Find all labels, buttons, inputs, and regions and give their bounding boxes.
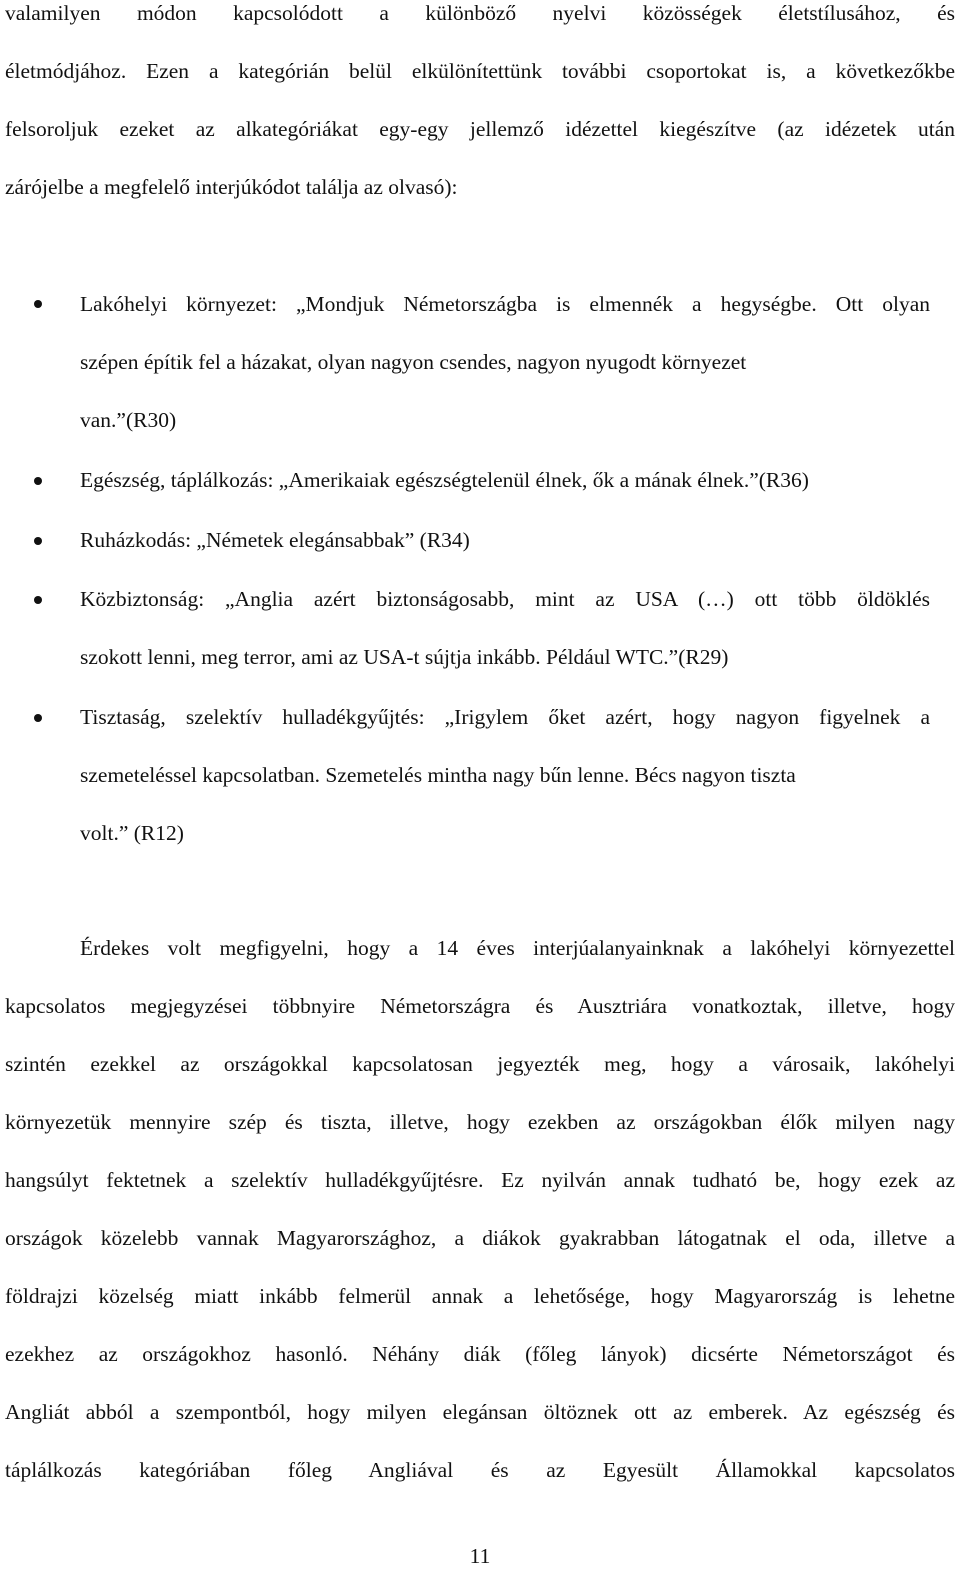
paragraph-line-7: földrajzi közelség miatt inkább felmerül annak a lehetősége, hogy Magyarország is lehetne — [5, 1284, 955, 1308]
bullet-1-line-1: Lakóhelyi környezet: „Mondjuk Németországba is elmennék a hegységbe. Ott olyan — [80, 292, 930, 316]
bullet-dot-icon — [34, 596, 42, 604]
page-number: 11 — [469, 1544, 491, 1568]
bullet-dot-icon — [34, 714, 42, 722]
bullet-dot-icon — [34, 537, 42, 545]
bullet-4-line-1: Közbiztonság: „Anglia azért biztonságosabb, mint az USA (…) ott több öldöklés — [80, 587, 930, 611]
paragraph-line-1: Érdekes volt megfigyelni, hogy a 14 éves interjúalanyainknak a lakóhelyi környezettel — [80, 936, 955, 960]
paragraph-line-10: táplálkozás kategóriában főleg Angliával és az Egyesült Államokkal kapcsolatos — [5, 1458, 955, 1482]
paragraph-line-8: ezekhez az országokhoz hasonló. Néhány diák (főleg lányok) dicsérte Németországot és — [5, 1342, 955, 1366]
bullet-1-line-2: szépen építik fel a házakat, olyan nagyon csendes, nagyon nyugodt környezet — [80, 350, 747, 374]
paragraph-line-6: országok közelebb vannak Magyarországhoz, a diákok gyakrabban látogatnak el oda, illetve a — [5, 1226, 955, 1250]
intro-line-4: zárójelbe a megfelelő interjúkódot találja az olvasó): — [5, 175, 458, 199]
bullet-4-line-2: szokott lenni, meg terror, ami az USA-t sújtja inkább. Például WTC.”(R29) — [80, 645, 729, 669]
paragraph-line-4: környezetük mennyire szép és tiszta, illetve, hogy ezekben az országokban élők milyen nagy — [5, 1110, 955, 1134]
bullet-dot-icon — [34, 477, 42, 485]
bullet-5-line-1: Tisztaság, szelektív hulladékgyűjtés: „Irigylem őket azért, hogy nagyon figyelnek a — [80, 705, 930, 729]
paragraph-line-9: Angliát abból a szempontból, hogy milyen elegánsan öltöznek ott az emberek. Az egészség és — [5, 1400, 955, 1424]
bullet-5-line-2: szemeteléssel kapcsolatban. Szemetelés mintha nagy bűn lenne. Bécs nagyon tiszta — [80, 763, 796, 787]
paragraph-line-3: szintén ezekkel az országokkal kapcsolatosan jegyezték meg, hogy a városaik, lakóhelyi — [5, 1052, 955, 1076]
intro-line-1: valamilyen módon kapcsolódott a különböző nyelvi közösségek életstílusához, és — [5, 1, 955, 25]
paragraph-line-5: hangsúlyt fektetnek a szelektív hulladékgyűjtésre. Ez nyilván annak tudható be, hogy ezek az — [5, 1168, 955, 1192]
intro-line-3: felsoroljuk ezeket az alkategóriákat egy-egy jellemző idézettel kiegészítve (az idézetek után — [5, 117, 955, 141]
bullet-dot-icon — [34, 300, 42, 308]
bullet-5-line-3: volt.” (R12) — [80, 821, 184, 845]
bullet-2-line-1: Egészség, táplálkozás: „Amerikaiak egészségtelenül élnek, ők a mának élnek.”(R36) — [80, 468, 809, 492]
intro-line-2: életmódjához. Ezen a kategórián belül elkülönítettünk további csoportokat is, a következőkbe — [5, 59, 955, 83]
bullet-3-line-1: Ruházkodás: „Németek elegánsabbak” (R34) — [80, 528, 470, 552]
paragraph-line-2: kapcsolatos megjegyzései többnyire Németországra és Ausztriára vonatkoztak, illetve, hogy — [5, 994, 955, 1018]
bullet-1-line-3: van.”(R30) — [80, 408, 177, 432]
